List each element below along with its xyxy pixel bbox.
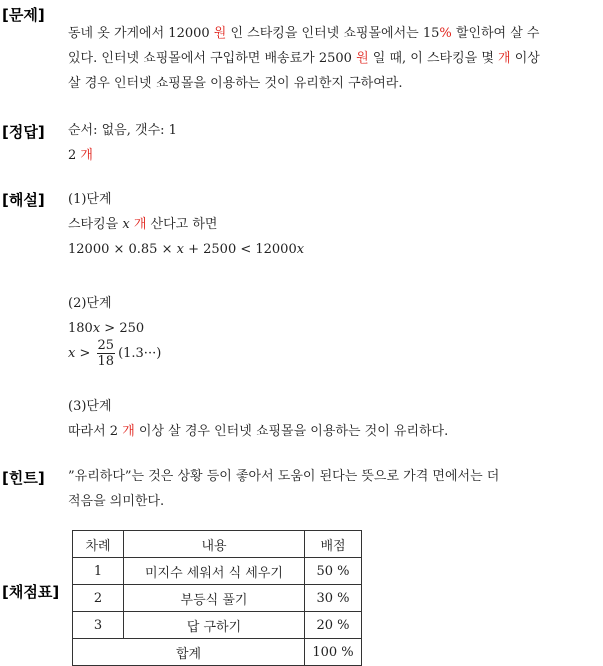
answer-label: [정답] — [2, 123, 45, 141]
header-score: 배점 — [305, 531, 362, 558]
step-3-text: 따라서 2 개 이상 살 경우 인터넷 쇼핑몰을 이용하는 것이 유리하다. — [68, 424, 449, 439]
answer-line-2: 2 개 — [68, 148, 93, 163]
step-1-text: 스타킹을 x 개 산다고 하면 — [68, 217, 218, 232]
row-score: 50 % — [305, 558, 362, 585]
hint-line-1: ”유리하다”는 것은 상황 등이 좋아서 도움이 된다는 뜻으로 가격 면에서는 더 — [68, 469, 500, 484]
row-score: 20 % — [305, 612, 362, 639]
table-row — [73, 585, 362, 612]
problem-line-2: 있다. 인터넷 쇼핑몰에서 구입하면 배송료가 2500 원 일 때, 이 스타킹을 몇 개 이상 — [68, 51, 540, 66]
row-score: 30 % — [305, 585, 362, 612]
unit-gae: 개 — [133, 217, 147, 232]
scoring-label: [채점표] — [2, 583, 60, 601]
total-label: 합계 — [73, 639, 305, 666]
equation-1: 12000 × 0.85 × x + 2500 < 12000x — [68, 242, 305, 257]
unit-gae: 개 — [80, 148, 93, 163]
row-content: 부등식 풀기 — [124, 585, 305, 612]
row-content: 미지수 세워서 식 세우기 — [124, 558, 305, 585]
solution-label: [해설] — [2, 191, 45, 209]
percent-sign: % — [439, 26, 452, 41]
table-total-row — [73, 639, 362, 666]
step-1-heading: (1)단계 — [68, 192, 112, 207]
step-2-heading: (2)단계 — [68, 296, 112, 311]
table-row — [73, 558, 362, 585]
row-content: 답 구하기 — [124, 612, 305, 639]
total-score: 100 % — [305, 639, 362, 666]
header-content: 내용 — [124, 531, 305, 558]
hint-label: [힌트] — [2, 469, 45, 487]
scoring-table — [72, 530, 362, 666]
problem-line-3: 살 경우 인터넷 쇼핑몰을 이용하는 것이 유리한지 구하여라. — [68, 76, 403, 91]
table-row — [73, 612, 362, 639]
row-no: 3 — [73, 612, 124, 639]
unit-gae: 개 — [122, 424, 135, 439]
row-no: 1 — [73, 558, 124, 585]
unit-gae: 개 — [498, 51, 511, 66]
answer-line-1: 순서: 없음, 갯수: 1 — [68, 123, 177, 138]
equation-3: x > $\frac{25}{18}$ (1.3···) — [68, 338, 162, 369]
hint-line-2: 적음을 의미한다. — [68, 494, 165, 509]
problem-label: [문제] — [2, 6, 45, 24]
equation-2: 180x > 250 — [68, 321, 145, 336]
unit-won: 원 — [213, 26, 227, 41]
problem-line-1: 동네 옷 가게에서 12000 원 인 스타킹을 인터넷 쇼핑몰에서는 15% 할인하여 살 수 — [68, 26, 540, 41]
unit-won: 원 — [356, 51, 369, 66]
table-header-row — [73, 531, 362, 558]
fraction: $\frac{25}{18}$ — [97, 338, 115, 369]
row-no: 2 — [73, 585, 124, 612]
step-3-heading: (3)단계 — [68, 399, 112, 414]
header-order: 차례 — [73, 531, 124, 558]
